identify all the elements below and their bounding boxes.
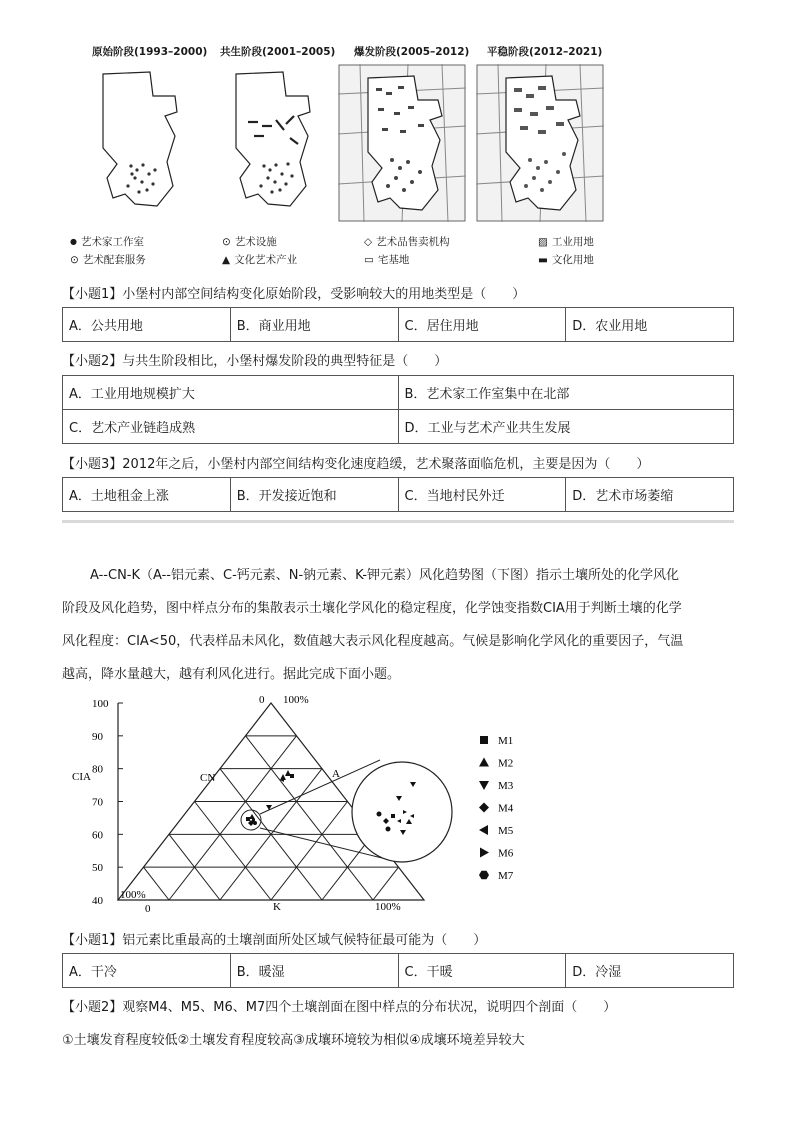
- right-pct-label: 100%: [375, 901, 401, 913]
- diamond-marker-icon: [479, 803, 489, 813]
- cia-tick-label: 70: [92, 796, 103, 809]
- g1-question-3: 【小题3】2012年之后，小堡村内部空间结构变化速度趋缓，艺术聚落面临危机，主要是因为（ ）: [62, 457, 650, 472]
- stage-title-4: 平稳阶段(2012–2021): [487, 46, 603, 58]
- upper-cluster-points: [266, 770, 294, 810]
- ring-icon: ⊙: [222, 235, 231, 248]
- map-legend-item-6: [222, 252, 297, 267]
- dot-icon: ●: [70, 237, 77, 246]
- cia-tick-label: 100: [92, 698, 109, 710]
- grid-line: [169, 736, 297, 900]
- g1-q3-options: [62, 477, 734, 512]
- g1-q2-options: [62, 375, 734, 444]
- passage-line-3: 风化程度：CIA<50，代表样品未风化，数值越大表示风化程度越高。气候是影响化学风化的重要因子，气温: [62, 634, 684, 649]
- g1-q1-options: [62, 307, 734, 342]
- legend-series-label: M4: [498, 802, 514, 815]
- legend-series-label: M1: [498, 735, 514, 747]
- stage-title-3: 爆发阶段(2005–2012): [354, 46, 470, 58]
- option-c[interactable]: C．居住用地: [398, 308, 566, 342]
- grid-line: [373, 867, 399, 900]
- section-divider: [62, 520, 734, 523]
- cluster-points: [246, 814, 257, 826]
- cia-tick-label: 40: [92, 895, 103, 907]
- stage-map-2: [228, 66, 328, 216]
- left-zero-label: 0: [145, 903, 151, 915]
- marker-legend: [479, 735, 514, 882]
- grid-line: [144, 867, 170, 900]
- option-a[interactable]: A．公共用地: [63, 308, 231, 342]
- passage-line-1: A--CN-K（A--铝元素、C-钙元素、N-钠元素、K-钾元素）风化趋势图（下图）指示土壤所处的化学风化: [90, 568, 680, 583]
- map-legend-label: 艺术品售卖机构: [376, 236, 450, 248]
- cia-tick-label: 60: [92, 829, 103, 842]
- map-legend-label: 艺术配套服务: [82, 254, 146, 266]
- stage-map-1: [95, 66, 195, 216]
- map-legend-label: 文化艺术产业: [234, 254, 298, 266]
- map-legend-item-7: [364, 252, 409, 267]
- option-a[interactable]: A．土地租金上涨: [63, 478, 231, 512]
- cia-tick-label: 80: [92, 763, 103, 776]
- zoom-inset-circle: [352, 762, 452, 862]
- weathering-trend-chart: [70, 690, 550, 918]
- triangle-up-marker-icon: [479, 758, 489, 767]
- top-pct-label: 100%: [283, 694, 309, 706]
- legend-series-label: M3: [498, 780, 514, 792]
- option-d[interactable]: D．冷湿: [566, 954, 734, 988]
- g1-question-1: 【小题1】小堡村内部空间结构变化原始阶段，受影响较大的用地类型是（ ）: [62, 287, 526, 302]
- passage: [62, 559, 742, 691]
- map-legend-label: 文化用地: [551, 254, 594, 266]
- triangle-down-marker-icon: [479, 781, 489, 790]
- grid-line: [195, 802, 272, 901]
- g1-question-2: 【小题2】与共生阶段相比，小堡村爆发阶段的典型特征是（ ）: [62, 354, 448, 369]
- passage-line-4: 越高，降水量越大，越有利风化进行。据此完成下面小题。: [62, 667, 401, 682]
- square-marker-icon: [480, 736, 488, 744]
- map-legend-label: 艺术设施: [234, 236, 277, 248]
- option-b[interactable]: B．开发接近饱和: [230, 478, 398, 512]
- solid-box-icon: ▬: [538, 253, 548, 266]
- stage-title-1: 原始阶段(1993–2000): [92, 46, 208, 58]
- top-zero-label: 0: [259, 694, 265, 706]
- a-vertex-label: A: [332, 768, 340, 780]
- cia-tick-label: 50: [92, 862, 103, 875]
- triangle-icon: ▲: [222, 253, 231, 266]
- g2-q1-options: [62, 953, 734, 988]
- hatched-box-icon: ▨: [538, 235, 548, 248]
- passage-line-2: 阶段及风化趋势，图中样点分布的集散表示土壤化学风化的稳定程度，化学蚀变指数CIA用于判断土壤的化学: [62, 601, 682, 616]
- map-legend-label: 宅基地: [377, 254, 410, 266]
- hexagon-marker-icon: [479, 871, 489, 880]
- map-legend-item-3: [364, 234, 450, 249]
- option-c[interactable]: C．艺术产业链趋成熟: [63, 410, 399, 444]
- diamond-icon: ◇: [364, 235, 373, 248]
- map-legend-label: 工业用地: [551, 236, 594, 248]
- legend-series-label: M7: [498, 870, 514, 882]
- map-legend-item-5: [70, 252, 146, 267]
- triangle-right-marker-icon: [480, 848, 489, 858]
- legend-series-label: M6: [498, 847, 514, 860]
- option-b[interactable]: B．商业用地: [230, 308, 398, 342]
- stage-title-2: 共生阶段(2001–2005): [220, 46, 336, 58]
- option-b[interactable]: B．暖湿: [230, 954, 398, 988]
- g2-question-1: 【小题1】铝元素比重最高的土壤剖面所处区域气候特征最可能为（ ）: [62, 933, 487, 948]
- cn-vertex-label: CN: [200, 772, 216, 784]
- option-c[interactable]: C．当地村民外迁: [398, 478, 566, 512]
- cia-axis-label: CIA: [72, 771, 91, 783]
- g2-question-2-statement: ①土壤发育程度较低②土壤发育程度较高③成壤环境较为相似④成壤环境差异较大: [62, 1033, 525, 1048]
- cia-tick-label: 90: [92, 730, 103, 743]
- triangle-left-marker-icon: [479, 825, 488, 835]
- stage-map-3: [338, 64, 466, 222]
- option-d[interactable]: D．农业用地: [566, 308, 734, 342]
- option-a[interactable]: A．工业用地规模扩大: [63, 376, 399, 410]
- stage-map-4: [476, 64, 604, 222]
- g2-question-2: 【小题2】观察M4、M5、M6、M7四个土壤剖面在图中样点的分布状况，说明四个剖面（ ）: [62, 1000, 617, 1015]
- option-d[interactable]: D．工业与艺术产业共生发展: [398, 410, 734, 444]
- grid-line: [271, 802, 348, 901]
- map-legend-item-1: [70, 234, 144, 249]
- option-b[interactable]: B．艺术家工作室集中在北部: [398, 376, 734, 410]
- left-pct-label: 100%: [120, 889, 146, 901]
- map-legend-item-2: [222, 234, 277, 249]
- k-axis-label: K: [273, 901, 281, 913]
- map-legend-item-8: [538, 252, 594, 267]
- option-a[interactable]: A．干冷: [63, 954, 231, 988]
- outline-box-icon: ▭: [364, 253, 374, 266]
- legend-series-label: M5: [498, 825, 514, 837]
- legend-series-label: M2: [498, 757, 514, 770]
- option-d[interactable]: D．艺术市场萎缩: [566, 478, 734, 512]
- map-legend-label: 艺术家工作室: [80, 236, 144, 248]
- ring-icon: ⊙: [70, 253, 79, 266]
- option-c[interactable]: C．干暖: [398, 954, 566, 988]
- map-legend-item-4: [538, 234, 594, 249]
